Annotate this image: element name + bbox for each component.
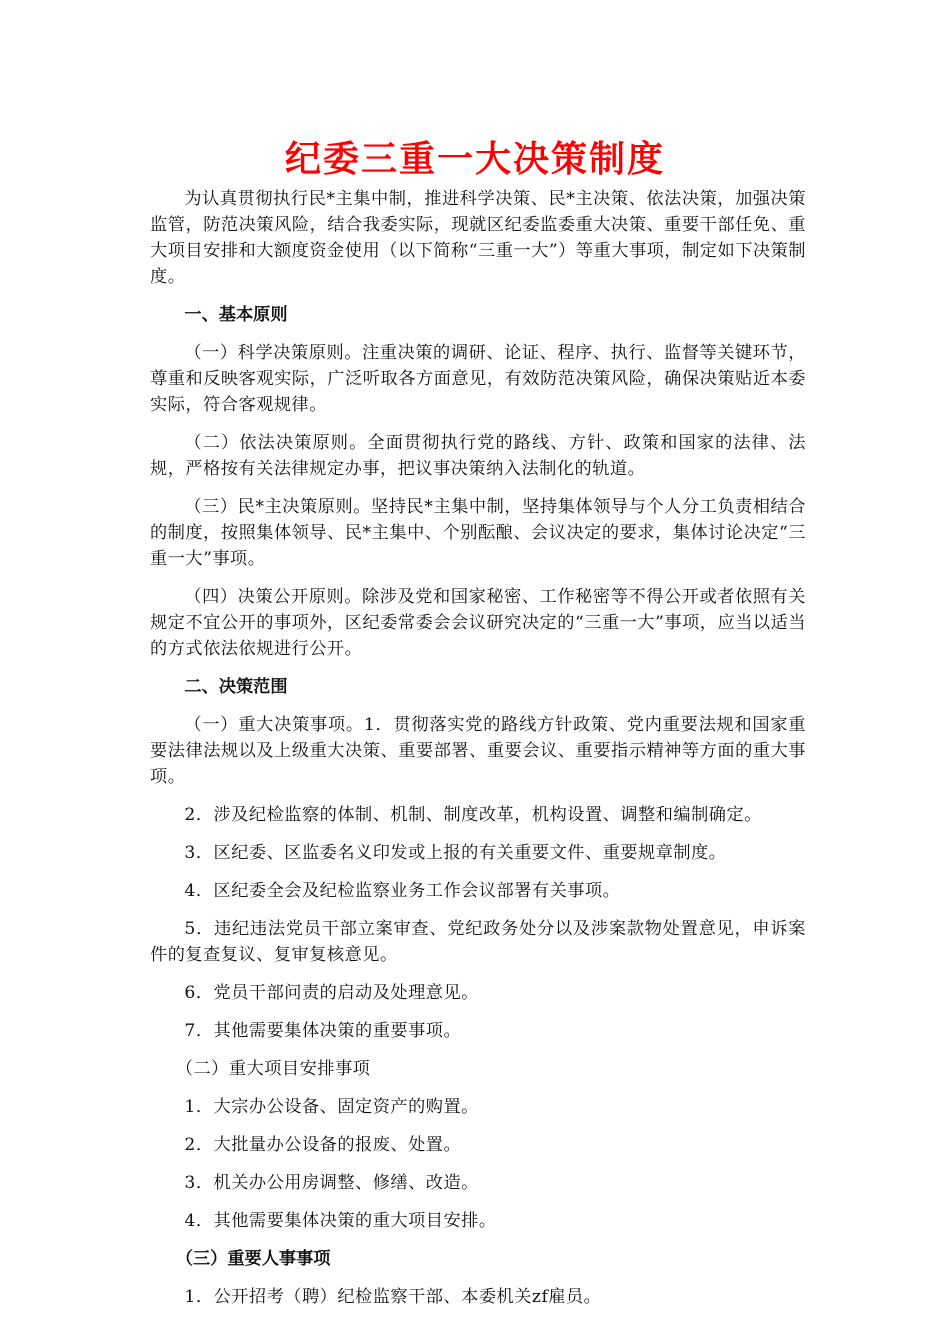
body-paragraph: 2．大批量办公设备的报废、处置。 [184,1135,462,1155]
body-paragraph: 6．党员干部问责的启动及处理意见。 [184,983,479,1003]
section-heading: 二、决策范围 [184,677,288,697]
paragraph-gap [150,418,806,430]
paragraph-gap [150,1196,806,1208]
body-paragraph: 1．公开招考（聘）纪检监察干部、本委机关zf雇员。 [184,1287,602,1307]
paragraph-gap [150,866,806,878]
body-paragraph: （二）重大项目安排事项 [175,1059,371,1079]
body-paragraph: 1．大宗办公设备、固定资产的购置。 [184,1097,479,1117]
paragraph-gap [150,290,806,302]
paragraph-gap [150,572,806,584]
body-paragraph: 4．其他需要集体决策的重大项目安排。 [184,1211,497,1231]
body-paragraph: 4．区纪委全会及纪检监察业务工作会议部署有关事项。 [184,881,621,901]
section-heading: 一、基本原则 [184,305,288,325]
document-body [150,186,806,1322]
paragraph-gap [150,1120,806,1132]
paragraph-gap [150,1310,806,1322]
document-title: 纪委三重一大决策制度 [284,139,665,180]
body-paragraph: 5．违纪违法党员干部立案审查、党纪政务处分以及涉案款物处置意见，申诉案件的复查复议、复审复核意见。 [150,919,806,965]
body-paragraph: （一）科学决策原则。注重决策的调研、论证、程序、执行、监督等关键环节，尊重和反映客观实际，广泛听取各方面意见，有效防范决策风险，确保决策贴近本委实际，符合客观规律。 [150,343,806,415]
body-paragraph: 3．机关办公用房调整、修缮、改造。 [184,1173,479,1193]
body-paragraph: 2．涉及纪检监察的体制、机制、制度改革，机构设置、调整和编制确定。 [184,805,762,825]
paragraph-gap [150,700,806,712]
body-paragraph: （二）依法决策原则。全面贯彻执行党的路线、方针、政策和国家的法律、法规，严格按有关法律规定办事，把议事决策纳入法制化的轨道。 [150,433,806,479]
body-paragraph: 为认真贯彻执行民*主集中制，推进科学决策、民*主决策、依法决策，加强决策监管，防范决策风险，结合我委实际，现就区纪委监委重大决策、重要干部任免、重大项目安排和大额度资金使用（以下简称“三重一大”）等重大事项，制定如下决策制度。 [150,189,806,287]
body-paragraph: 3．区纪委、区监委名义印发或上报的有关重要文件、重要规章制度。 [184,843,727,863]
paragraph-gap [150,904,806,916]
body-paragraph: （三）民*主决策原则。坚持民*主集中制，坚持集体领导与个人分工负责相结合的制度，按照集体领导、民*主集中、个别酝酿、会议决定的要求，集体讨论决定“三重一大”事项。 [150,497,806,569]
paragraph-gap [150,828,806,840]
paragraph-gap [150,1272,806,1284]
paragraph-gap [150,1044,806,1056]
paragraph-gap [150,790,806,802]
body-paragraph: （四）决策公开原则。除涉及党和国家秘密、工作秘密等不得公开或者依照有关规定不宜公开的事项外，区纪委常委会会议研究决定的“三重一大”事项，应当以适当的方式依法依规进行公开。 [150,587,806,659]
paragraph-gap [150,1082,806,1094]
paragraph-gap [150,482,806,494]
paragraph-gap [150,328,806,340]
paragraph-gap [150,1158,806,1170]
body-paragraph: （一）重大决策事项。1．贯彻落实党的路线方针政策、党内重要法规和国家重要法律法规以及上级重大决策、重要部署、重要会议、重要指示精神等方面的重大事项。 [150,715,806,787]
body-paragraph: 7．其他需要集体决策的重要事项。 [184,1021,462,1041]
paragraph-gap [150,1006,806,1018]
section-heading: （三）重要人事事项 [175,1249,331,1269]
paragraph-gap [150,662,806,674]
paragraph-gap [150,968,806,980]
paragraph-gap [150,1234,806,1246]
